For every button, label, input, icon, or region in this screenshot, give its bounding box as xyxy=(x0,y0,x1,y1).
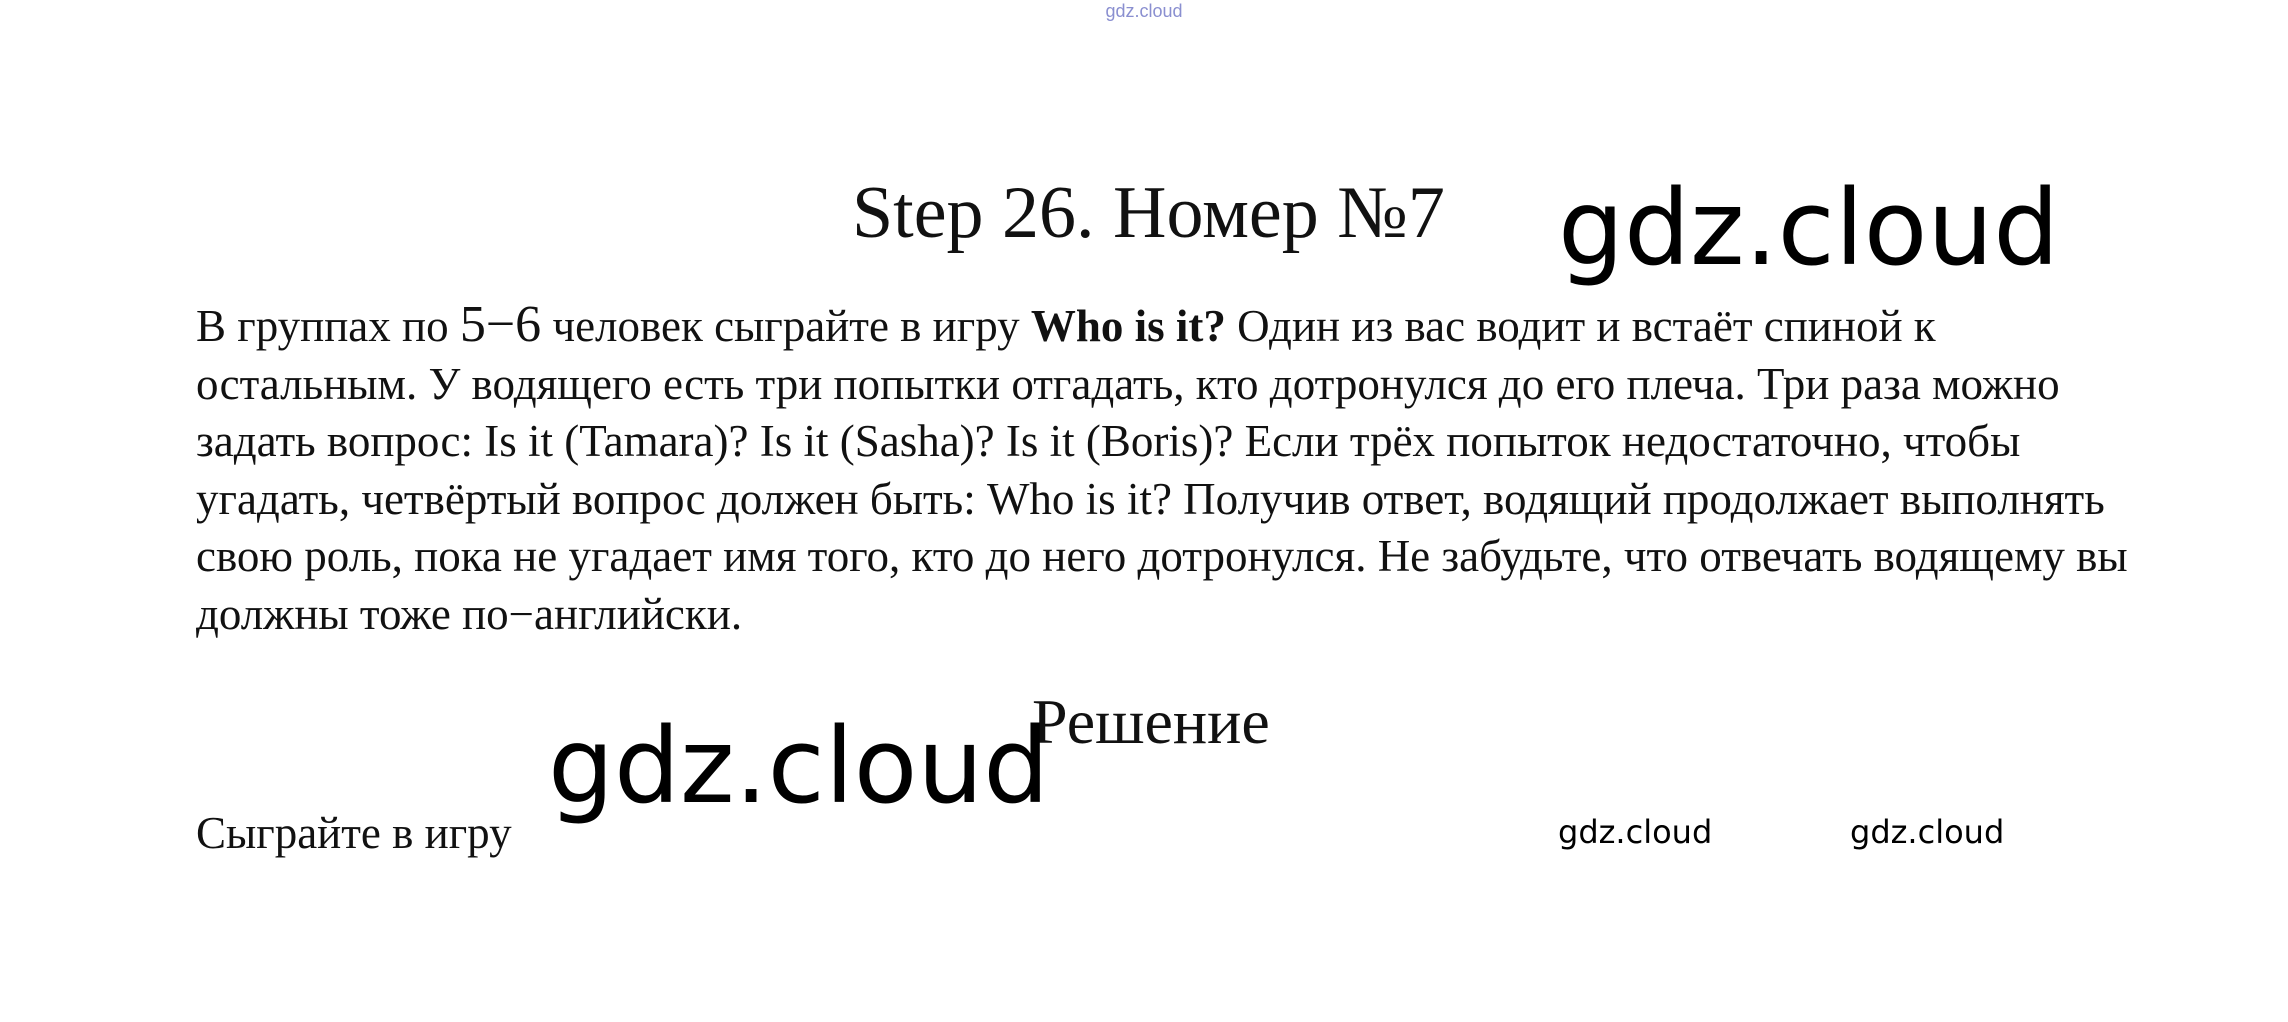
task-number-range: 5−6 xyxy=(459,296,542,353)
watermark-small-left: gdz.cloud xyxy=(1558,813,1713,851)
top-watermark: gdz.cloud xyxy=(1105,1,1183,21)
page-title: Step 26. Номер №7 xyxy=(852,172,1445,254)
solution-heading: Решение xyxy=(1032,686,1270,757)
watermark-large-top: gdz.cloud xyxy=(1558,167,2060,289)
watermark-small-right: gdz.cloud xyxy=(1850,813,2005,851)
task-text-part3: Один из вас водит и встаёт спиной к остальным. У водящего есть три попытки отгадать, кто дотронулся до его плеча. Три раза можно задать вопрос: Is it (Tamara)? Is it (Sasha)? Is it (Boris)? Если трёх попыток недостаточно, чтобы угадать, четвёртый вопрос должен быть: Who is it? Получив ответ, водящий продолжает выполнять свою роль, пока не угадает имя того, кто до него дотронулся. Не забудьте, что отвечать водящему вы должны тоже по−английски. xyxy=(196,301,2128,639)
solution-answer: Сыграйте в игру xyxy=(196,808,512,858)
task-text xyxy=(196,296,2156,643)
task-text-part1: В группах по xyxy=(196,301,460,351)
task-text-part2: человек сыграйте в игру xyxy=(541,301,1031,351)
watermark-large-middle: gdz.cloud xyxy=(548,705,1050,827)
task-game-name: Who is it? xyxy=(1030,301,1226,351)
